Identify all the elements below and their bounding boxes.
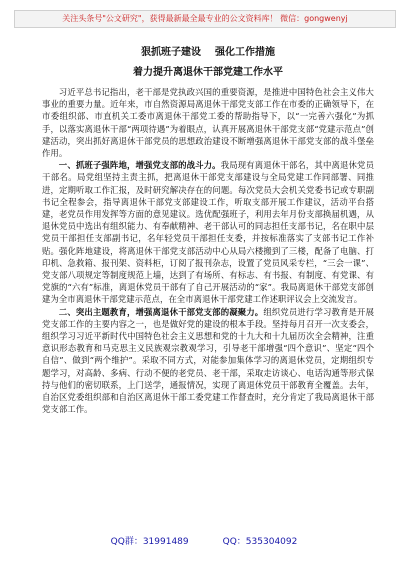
section-1-paragraph <box>42 159 374 305</box>
footer-contact <box>0 534 408 547</box>
section-1-heading: 一、抓班子强阵地，增强党支部的战斗力。 <box>58 160 221 171</box>
document-body <box>42 46 374 415</box>
document-title <box>42 46 374 60</box>
document-subtitle: 着力提升离退休干部党建工作水平 <box>133 67 283 78</box>
section-2-body: 组织党员进行学习教育是开展党支部工作的主要内容之一，也是做好党的建设的根本手段。坚持每月召开一次支委会，组织学习习近平新时代中国特色社会主义思想和党的十九大和十九届历次全会精神，注重意识形态教育和马克思主义民族观宗教观学习，引导老干部增强“四个意识”、坚定“四个自信”、做到“两个维护”。采取不同方式，对能参加集体学习的离退休党员，定期组织专题学习，对高龄、多病、行动不便的老党员、老干部，采取走访谈心、电话沟通等形式保持与他们的密切联系，上门送学，通报情况，实现了离退休党员干部教育全覆盖。去年，自治区党委组织部和自治区离退休干部工委党建工作督查时，充分肯定了我局离退休干部党支部工作。 <box>42 306 374 415</box>
footer-qq: QQ：535304092 <box>222 537 298 547</box>
title-left: 狠抓班子建设 <box>141 47 201 58</box>
footer-qq-group: QQ群：31991489 <box>110 537 189 547</box>
section-2-paragraph <box>42 306 374 416</box>
title-right: 强化工作措施 <box>215 47 275 58</box>
intro-paragraph: 习近平总书记指出，老干部是党执政兴国的重要资源，是推进中国特色社会主义伟大事业的重要力量。近年来，市自然资源局离退休干部党支部工作在市委的正确领导下，在市委组织部、市直机关工委市离退休干部党工委的帮助指导下，以“一完善六强化”为抓手，以落实离退休干部“两项待遇”为着眼点，认真开展离退休干部党支部“党建示范点”创建活动，突出抓好离退休干部党员的思想政治建设不断增强离退休干部党支部的战斗堡垒作用。 <box>42 87 374 159</box>
section-1-body: 我局现有离退休干部名，其中离退休党员干部名。局党组坚持主责主抓，把离退休干部党支部建设与全局党建工作同部署、同推进，定期听取工作汇报，及时研究解决存在的问题。每次党员大会机关党委书记或专职副书记全程参会，指导离退休干部党支部建设工作，听取支部开展工作建议，活动平台搭建，老党员作用发挥等方面的意见建议。选优配强班子，利用去年月份支部换届机遇，从退休党员中选出有组织能力、有奉献精神、老干部认可的同志担任支部书记，名在职中层党员干部担任支部副书记，名年轻党员干部担任支委，并按标准落实了支部书记工作补贴。强化阵地建设，将离退休干部党支部活动中心从局六楼搬到了三楼，配备了电脑、打印机、急救箱、报刊架、资料柜，订阅了报刊杂志，设置了党员风采专栏，“三会一课”、党支部八项规定等制度规范上墙，达到了有场所、有标志、有书报、有制度、有党课、有党旗的“六有”标准，离退休党员干部有了自己开展活动的“家”。我局离退休干部党支部创建为全市离退休干部党建示范点，在全市离退休干部党建工作述职评议会上交流发言。 <box>42 160 374 305</box>
header-banner: 关注头条号"公文研究"，获得最新最全最专业的公文资料库！ 微信：gongwenyj <box>14 10 396 28</box>
section-2-heading: 二、突出主题教育，增强离退休干部党支部的凝聚力。 <box>58 306 264 317</box>
